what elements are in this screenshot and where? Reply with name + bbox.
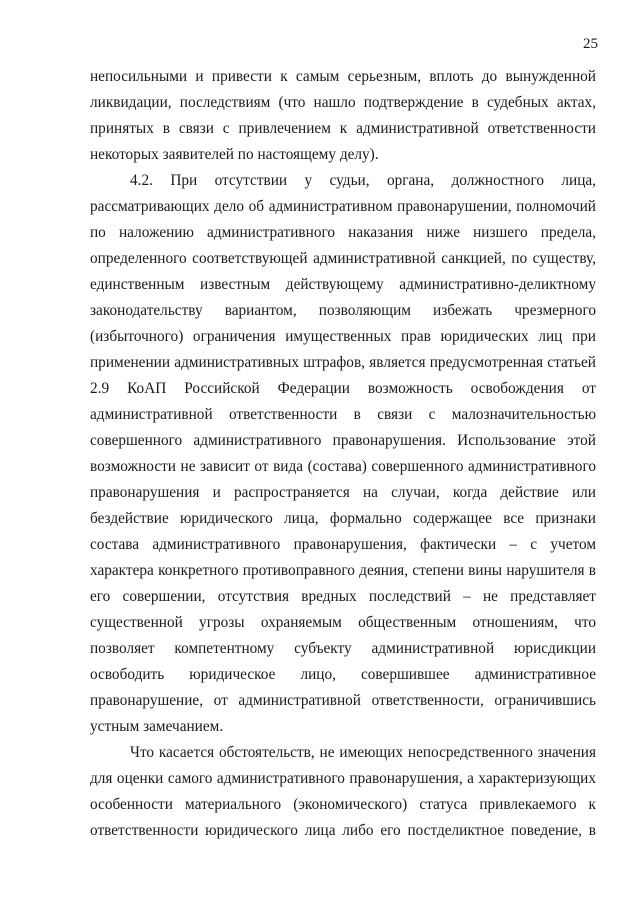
text-line: непосильными и привести к самым серьезным, вплоть до вынужденной: [90, 68, 596, 85]
text-line: рассматривающих дело об административном правонарушении, полномочий: [90, 198, 596, 215]
text-line: по наложению административного наказания ниже низшего предела,: [90, 224, 596, 241]
text-line: правонарушения и распространяется на случаи, когда действие или: [90, 484, 596, 501]
text-line: состава административного правонарушения, фактически – с учетом: [90, 536, 596, 553]
text-line: освободить юридическое лицо, совершившее административное: [90, 666, 596, 683]
text-line: ответственности юридического лица либо его постделиктное поведение, в: [90, 822, 596, 839]
text-line: устным замечанием.: [90, 718, 224, 735]
text-line: ликвидации, последствиям (что нашло подтверждение в судебных актах,: [90, 94, 596, 111]
text-line: законодательству вариантом, позволяющим избежать чрезмерного: [90, 302, 596, 319]
text-line: его совершении, отсутствия вредных последствий – не представляет: [90, 588, 596, 605]
text-line: характера конкретного противоправного деяния, степени вины нарушителя в: [90, 562, 596, 579]
text-line: особенности материального (экономического) статуса привлекаемого к: [90, 796, 596, 813]
text-line: для оценки самого административного правонарушения, а характеризующих: [90, 770, 596, 787]
paragraph: [90, 740, 596, 844]
document-body: [90, 64, 596, 844]
text-line: применении административных штрафов, является предусмотренная статьей: [90, 354, 596, 371]
text-line: Что касается обстоятельств, не имеющих непосредственного значения: [130, 744, 596, 761]
text-line: возможности не зависит от вида (состава) совершенного административного: [90, 458, 596, 475]
text-line: существенной угрозы охраняемым общественным отношениям, что: [90, 614, 596, 631]
text-line: правонарушение, от административной ответственности, ограничившись: [90, 692, 596, 709]
paragraph: [90, 168, 596, 740]
paragraph: [90, 64, 596, 168]
text-line: принятых в связи с привлечением к административной ответственности: [90, 120, 596, 137]
text-line: 2.9 КоАП Российской Федерации возможность освобождения от: [90, 380, 596, 397]
text-line: позволяет компетентному субъекту административной юрисдикции: [90, 640, 596, 657]
text-line: (избыточного) ограничения имущественных прав юридических лиц при: [90, 328, 596, 345]
page-number: 25: [583, 36, 598, 52]
text-line: определенного соответствующей административной санкцией, по существу,: [90, 250, 596, 267]
text-line: совершенного административного правонарушения. Использование этой: [90, 432, 596, 449]
text-line: административной ответственности в связи с малозначительностью: [90, 406, 596, 423]
text-line: некоторых заявителей по настоящему делу).: [90, 146, 379, 163]
text-line: 4.2. При отсутствии у судьи, органа, должностного лица,: [130, 172, 596, 189]
text-line: бездействие юридического лица, формально содержащее все признаки: [90, 510, 596, 527]
text-line: единственным известным действующему административно-деликтному: [90, 276, 596, 293]
